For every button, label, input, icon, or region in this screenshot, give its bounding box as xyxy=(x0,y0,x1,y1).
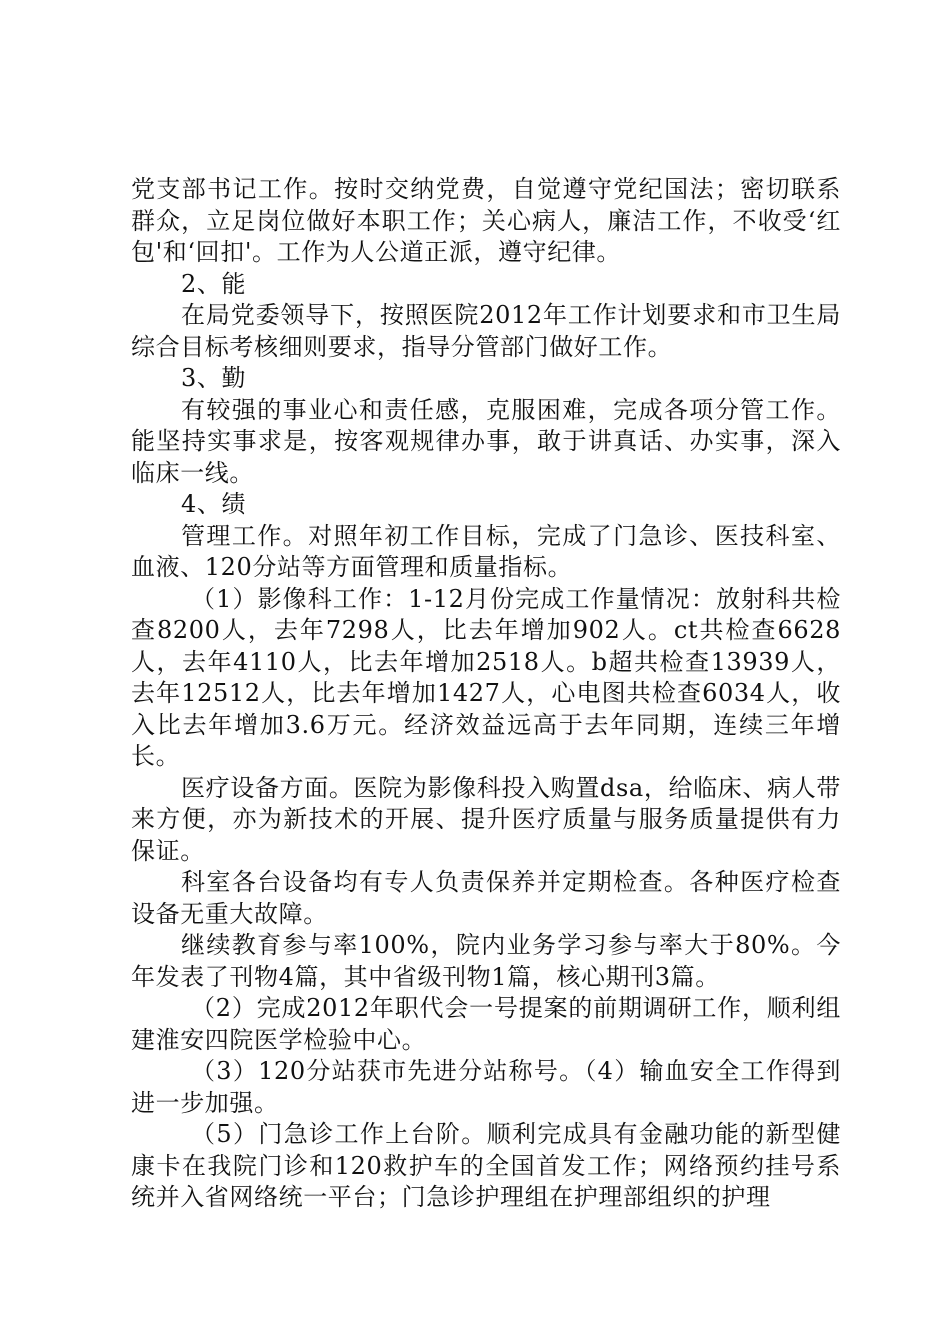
document-body xyxy=(131,174,841,1214)
paragraph-outpatient: （5）门急诊工作上台阶。顺利完成具有金融功能的新型健康卡在我院门诊和120救护车的全国首发工作；网络预约挂号系统并入省网络统一平台；门急诊护理组在护理部组织的护理 xyxy=(131,1120,841,1211)
heading-diligence: 3、勤 xyxy=(181,364,247,392)
paragraph-education: 继续教育参与率100%，院内业务学习参与率大于80%。今年发表了刊物4篇，其中省级刊物1篇，核心期刊3篇。 xyxy=(131,931,841,991)
heading-achievements: 4、绩 xyxy=(181,490,247,518)
paragraph-party-duties: 党支部书记工作。按时交纳党费，自觉遵守党纪国法；密切联系群众，立足岗位做好本职工作；关心病人，廉洁工作，不收受‘红包'和‘回扣'。工作为人公道正派，遵守纪律。 xyxy=(131,175,841,266)
paragraph-ability: 在局党委领导下，按照医院2012年工作计划要求和市卫生局综合目标考核细则要求，指导分管部门做好工作。 xyxy=(131,301,841,361)
heading-ability: 2、能 xyxy=(181,269,247,298)
paragraph-diligence: 有较强的事业心和责任感，克服困难，完成各项分管工作。能坚持实事求是，按客观规律办事，敢于讲真话、办实事，深入临床一线。 xyxy=(131,395,841,487)
paragraph-maintenance: 科室各台设备均有专人负责保养并定期检查。各种医疗检查设备无重大故障。 xyxy=(131,868,841,928)
paragraph-lab-center: （2）完成2012年职代会一号提案的前期调研工作，顺利组建淮安四院医学检验中心。 xyxy=(131,994,841,1054)
paragraph-120-station: （3）120分站获市先进分站称号。（4）输血安全工作得到进一步加强。 xyxy=(131,1057,841,1117)
paragraph-imaging-dept: （1）影像科工作：1-12月份完成工作量情况：放射科共检查8200人，去年7298人，比去年增加902人。ct共检查6628人，去年4110人，比去年增加2518人。b超共检查13939人，去年12512人，比去年增加1427人，心电图共检查6034人，收入比去年增加3.6万元。经济效益远高于去年同期，连续三年增长。 xyxy=(131,584,841,770)
paragraph-equipment: 医疗设备方面。医院为影像科投入购置dsa，给临床、病人带来方便，亦为新技术的开展、提升医疗质量与服务质量提供有力保证。 xyxy=(131,773,841,865)
paragraph-management: 管理工作。对照年初工作目标，完成了门急诊、医技科室、血液、120分站等方面管理和质量指标。 xyxy=(131,521,841,581)
